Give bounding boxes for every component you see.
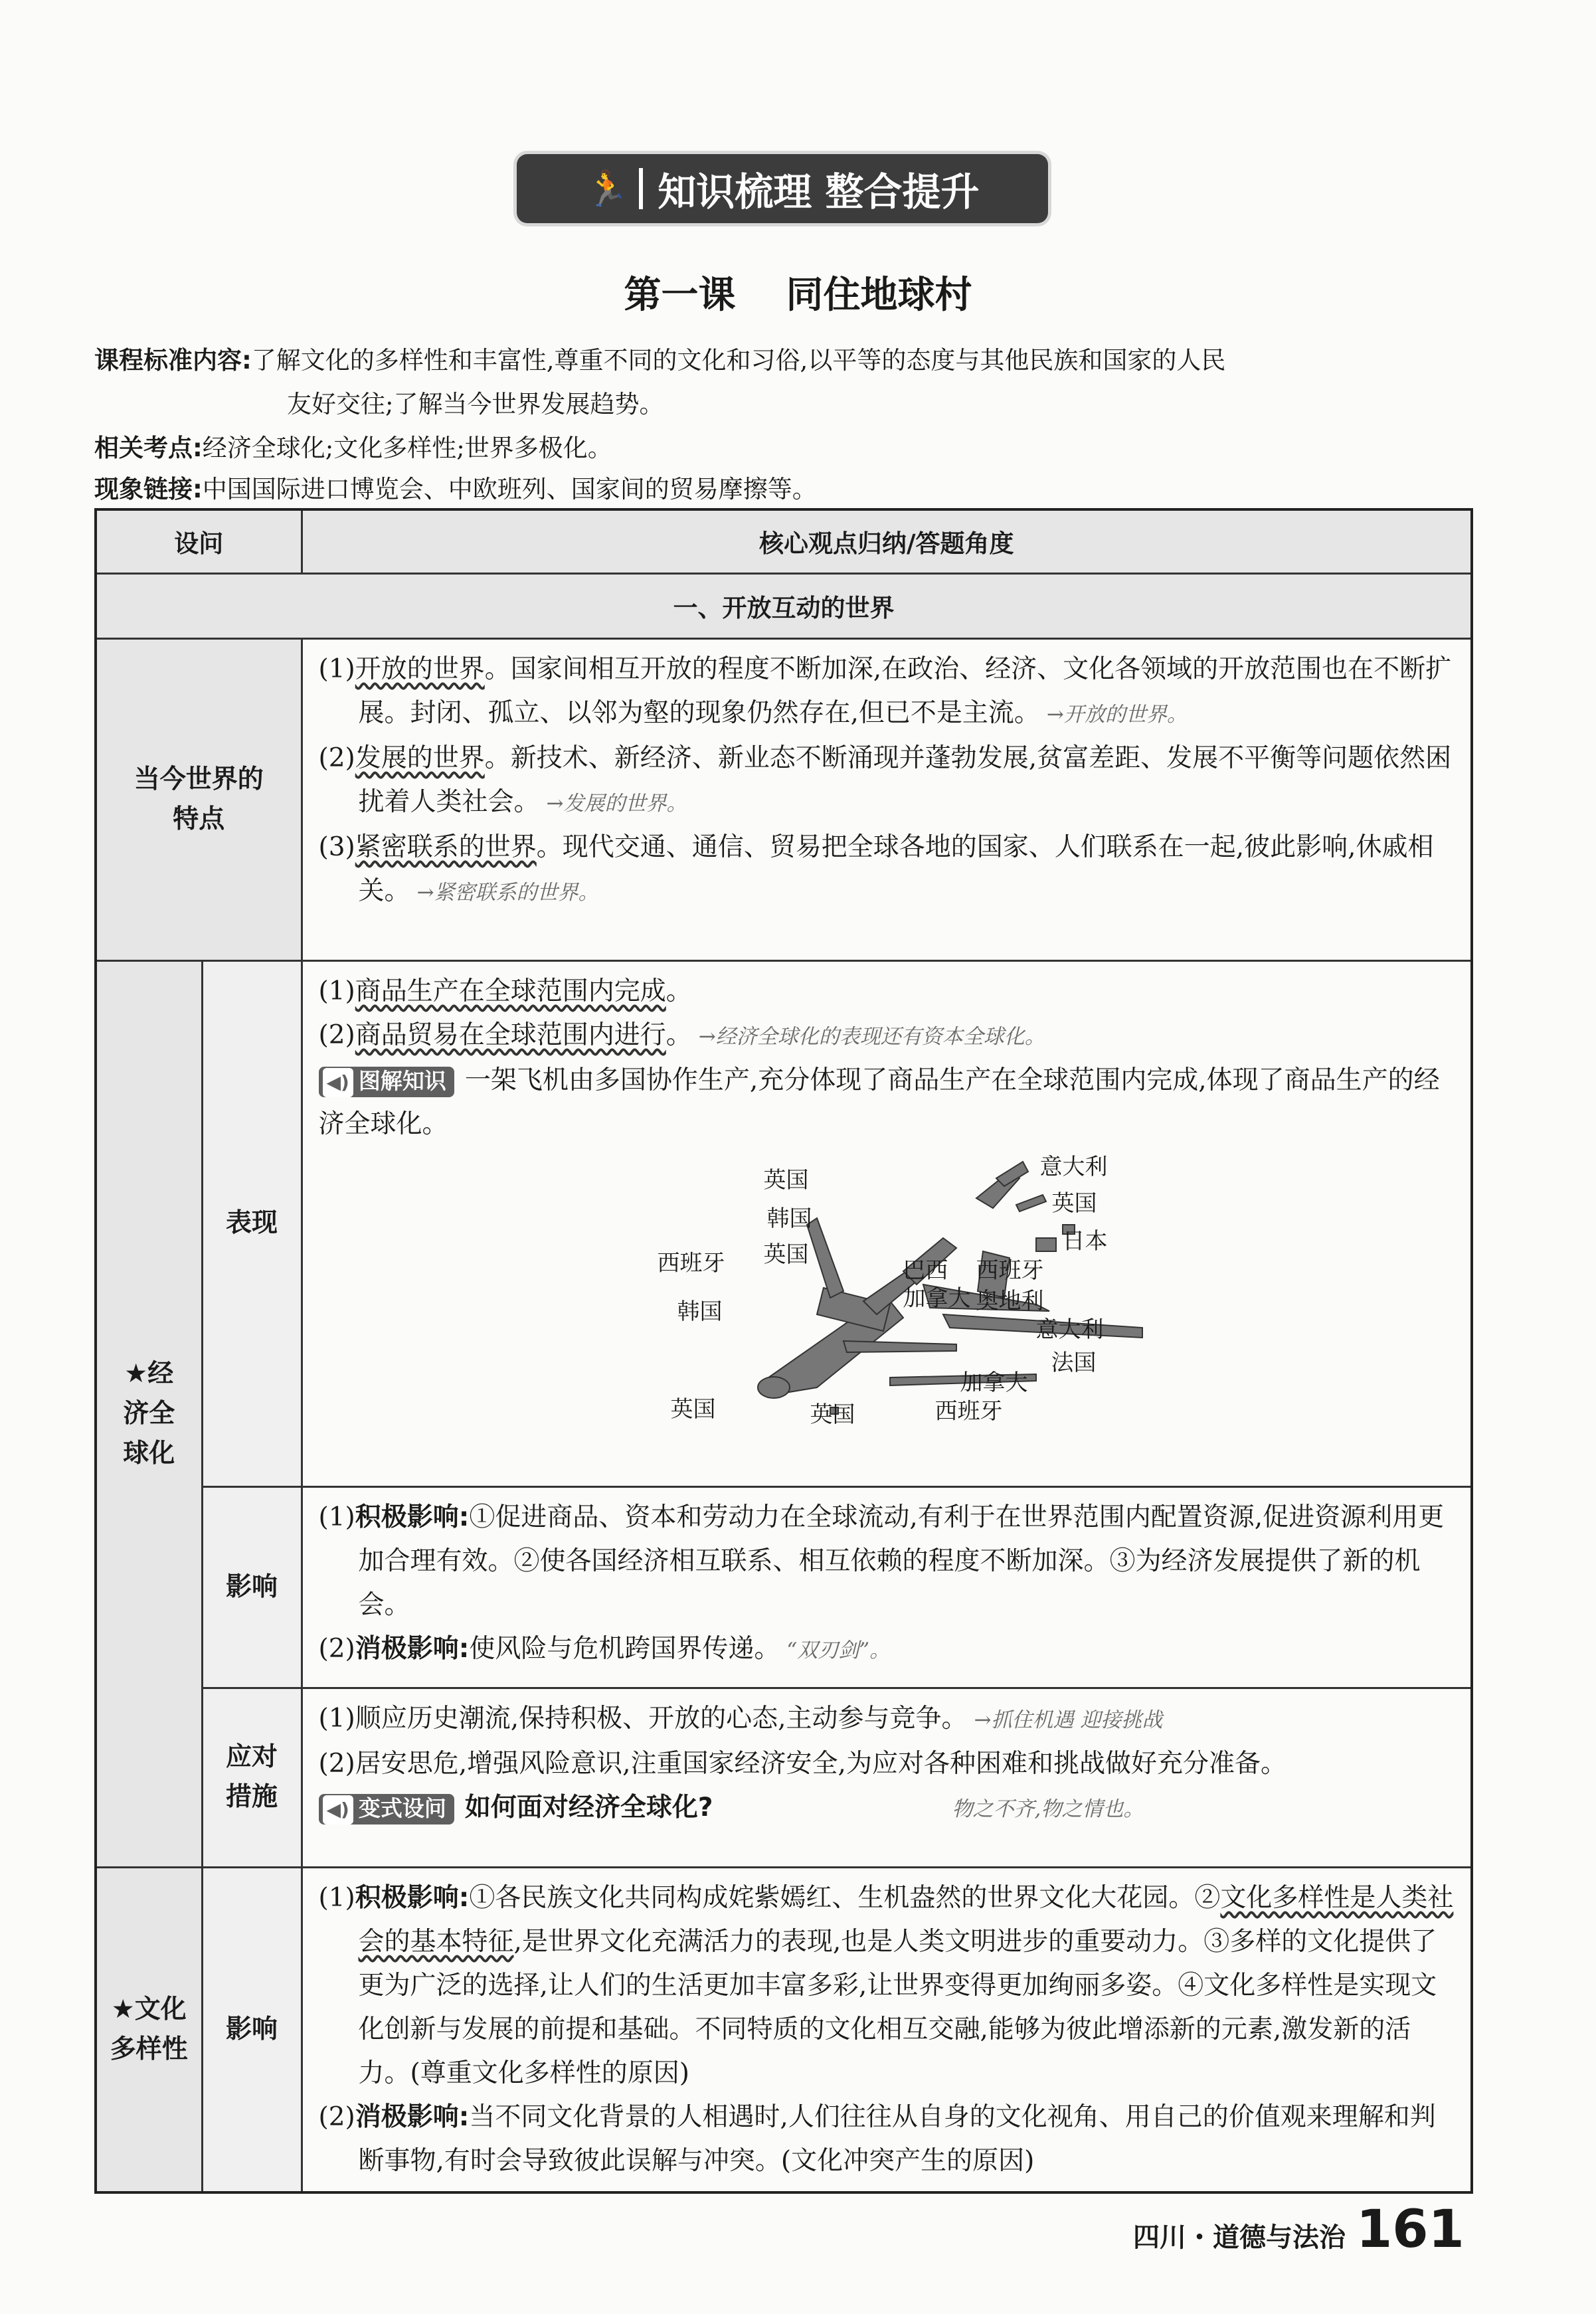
variant-tag: ◀) 变式设问 — [319, 1794, 454, 1824]
sub-label-impact: 影响 — [202, 1486, 302, 1688]
list-item: (1)开放的世界。国家间相互开放的程度不断加深,在政治、经济、文化各领域的开放范围也在不断扩展。封闭、孤立、以邻为壑的现象仍然存在,但已不是主流。 →开放的世界。 — [318, 654, 1452, 728]
link-label: 现象链接: — [94, 475, 203, 503]
country-label: 奥地利 — [976, 1287, 1044, 1314]
lesson-label: 第一课 — [624, 274, 736, 317]
country-label: 加拿大 — [960, 1369, 1028, 1396]
page-number: 161 — [1356, 2200, 1464, 2260]
country-label: 法国 — [1051, 1349, 1097, 1376]
country-label: 西班牙 — [934, 1397, 1003, 1425]
phenomenon-links — [94, 468, 817, 511]
illustration-note: ◀) 图解知识 一架飞机由多国协作生产,充分体现了商品生产在全球范围内完成,体现了商品生产的经济全球化。 — [318, 1065, 1440, 1139]
kaodian-text: 经济全球化;文化多样性;世界多极化。 — [202, 434, 612, 462]
country-label: 加拿大 — [903, 1285, 971, 1312]
speaker-icon: ◀) — [323, 1068, 353, 1097]
row-label-world-features: 当今世界的 特点 — [96, 638, 302, 960]
col-header-question: 设问 — [96, 509, 302, 573]
row-label-cultural-diversity: ★文化 多样性 — [96, 1867, 202, 2192]
country-label: 英国 — [810, 1401, 855, 1428]
lesson-title: 同住地球村 — [786, 274, 972, 317]
variant-question: ◀) 变式设问 如何面对经济全球化? 物之不齐,物之情也。 — [319, 1786, 1455, 1831]
speaker-icon: ◀) — [323, 1795, 353, 1824]
list-item: (2)消极影响:当不同文化背景的人相遇时,人们往往从自身的文化视角、用自己的价值观来理解和判断事物,有时会导致彼此误解与冲突。(文化冲突产生的原因) — [318, 2101, 1436, 2176]
list-item: (1)顺应历史潮流,保持积极、开放的心态,主动参与竞争。 →抓住机遇 迎接挑战 — [318, 1703, 1163, 1734]
list-item: (2)发展的世界。新技术、新经济、新业态不断涌现并蓬勃发展,贫富差距、发展不平衡等问题依然困扰着人类社会。 →发展的世界。 — [318, 743, 1452, 817]
world-features-content — [302, 638, 1472, 960]
list-item: (2)商品贸易在全球范围内进行。 →经济全球化的表现还有资本全球化。 — [318, 1020, 1045, 1050]
course-standard — [94, 339, 1225, 426]
standard-label: 课程标准内容: — [94, 346, 252, 375]
related-points — [94, 426, 612, 470]
country-label: 英国 — [763, 1166, 809, 1194]
country-label: 意大利 — [1035, 1316, 1104, 1343]
standard-text-2: 友好交往;了解当今世界发展趋势。 — [287, 390, 664, 418]
list-item: (1)积极影响:①各民族文化共同构成姹紫嫣红、生机盎然的世界文化大花园。②文化多样性是人类社会的基本特征,是世界文化充满活力的表现,也是人类文明进步的重要动力。③多样的文化提供了更为广泛的选择,让人们的生活更加丰富多彩,让世界变得更加绚丽多姿。④文化多样性是实现文化创新与发展的前提和基础。不同特质的文化相互交融,能够为彼此增添新的元素,激发新的活力。(尊重文化多样性的原因) — [318, 1882, 1454, 2088]
section-title: 一、开放互动的世界 — [96, 573, 1472, 638]
country-label: 英国 — [763, 1241, 809, 1268]
list-item: (3)紧密联系的世界。现代交通、通信、贸易把全球各地的国家、人们联系在一起,彼此影响,休戚相关。 →紧密联系的世界。 — [318, 832, 1434, 906]
globalization-impact-content — [302, 1486, 1472, 1688]
sub-label-manifestation: 表现 — [202, 960, 302, 1486]
response-measures-content — [302, 1688, 1472, 1867]
standard-text-1: 了解文化的多样性和丰富性,尊重不同的文化和习俗,以平等的态度与其他民族和国家的人民 — [251, 346, 1226, 375]
country-label: 英国 — [670, 1395, 716, 1423]
list-item: (1)积极影响:①促进商品、资本和劳动力在全球流动,有利于在世界范围内配置资源,促进资源利用更加合理有效。②使各国经济相互联系、相互依赖的程度不断加深。③为经济发展提供了新的机会。 — [318, 1502, 1445, 1620]
list-item: (2)居安思危,增强风险意识,注重国家经济安全,为应对各种困难和挑战做好充分准备。 — [318, 1748, 1286, 1779]
country-label: 韩国 — [766, 1205, 812, 1232]
country-label: 西班牙 — [976, 1257, 1044, 1284]
airplane-diagram — [657, 1153, 1262, 1451]
country-label: 意大利 — [1039, 1153, 1108, 1180]
sub-label-response: 应对 措施 — [202, 1688, 302, 1867]
stabilizer — [1016, 1195, 1046, 1211]
row-label-economic-globalization: ★经 济全 球化 — [96, 960, 202, 1867]
lesson-heading — [0, 266, 1596, 319]
knowledge-table — [94, 508, 1473, 2194]
list-item: (2)消极影响:使风险与危机跨国界传递。 “双刃剑”。 — [318, 1633, 891, 1664]
banner-title: 知识梳理 整合提升 — [658, 169, 980, 215]
wing-left — [807, 1218, 843, 1298]
kaodian-label: 相关考点: — [94, 434, 203, 462]
list-item: (1)商品生产在全球范围内完成。 — [318, 976, 692, 1006]
illustration-tag: ◀) 图解知识 — [319, 1067, 454, 1097]
link-text: 中国国际进口博览会、中欧班列、国家间的贸易摩擦等。 — [202, 475, 817, 503]
country-label: 英国 — [1051, 1190, 1097, 1217]
col-header-answer: 核心观点归纳/答题角度 — [302, 509, 1472, 573]
nose-cone — [758, 1377, 790, 1398]
flap-2 — [843, 1341, 956, 1352]
banner-divider — [639, 168, 643, 209]
manifestation-content — [302, 960, 1472, 1486]
section-banner — [517, 154, 1048, 223]
country-label: 巴西 — [903, 1257, 948, 1284]
country-label: 韩国 — [677, 1298, 723, 1325]
runner-icon: 🏃 — [585, 169, 629, 209]
page-footer — [1133, 2200, 1464, 2260]
culture-impact-content — [302, 1867, 1472, 2192]
footer-text: 四川・道德与法治 — [1133, 2222, 1346, 2253]
country-label: 日本 — [1062, 1227, 1108, 1255]
sub-label-culture-impact: 影响 — [202, 1867, 302, 2192]
country-label: 西班牙 — [657, 1249, 725, 1277]
